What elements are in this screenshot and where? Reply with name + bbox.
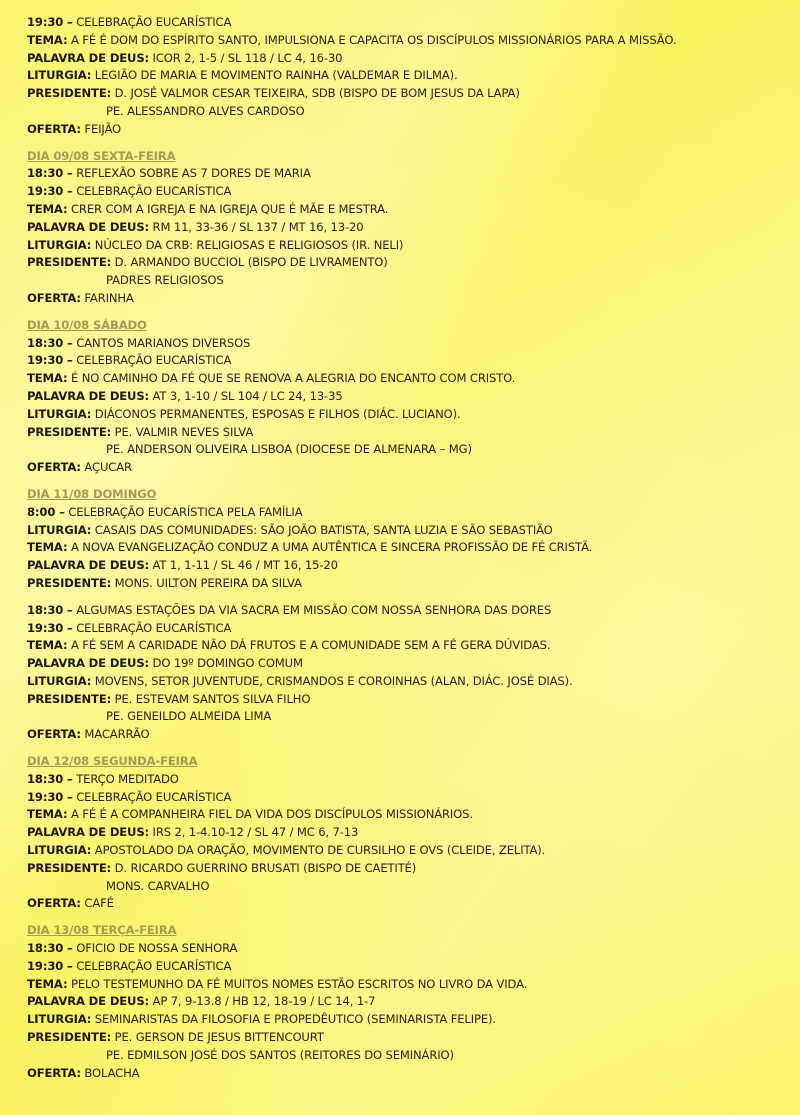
line-text: É NO CAMINHO DA FÉ QUE SE RENOVA A ALEGRIA DO ENCANTO COM CRISTO. (67, 371, 516, 386)
schedule-line (27, 201, 797, 219)
schedule-line (27, 575, 797, 593)
line-text: PE. ALESSANDRO ALVES CARDOSO (106, 103, 305, 118)
schedule-document (27, 14, 797, 1082)
schedule-line (27, 940, 797, 958)
line-label: OFERTA: (27, 121, 81, 136)
schedule-line (27, 165, 797, 183)
line-text: BOLACHA (80, 1065, 140, 1080)
line-label: TEMA: (27, 976, 68, 991)
line-label: OFERTA: (27, 727, 81, 742)
schedule-line (27, 976, 797, 994)
line-text: D. RICARDO GUERRINO BRUSATI (BISPO DE CAETITÉ) (111, 860, 417, 875)
schedule-line (27, 958, 797, 976)
schedule-line (27, 824, 797, 842)
line-text: AT 3, 1-10 / SL 104 / LC 24, 13-35 (149, 388, 343, 403)
line-text: DO 19º DOMINGO COMUM (149, 656, 303, 671)
line-label: LITURGIA: (27, 1012, 92, 1027)
line-label: PRESIDENTE: (27, 691, 112, 706)
block-spacer (27, 593, 797, 602)
schedule-block (27, 753, 797, 913)
line-label: LITURGIA: (27, 522, 92, 537)
line-text: PE. VALMIR NEVES SILVA (111, 424, 254, 439)
schedule-line (27, 1011, 797, 1029)
line-label: 18:30 – (27, 166, 73, 181)
schedule-line (27, 895, 797, 913)
schedule-line (27, 85, 797, 103)
day-heading: DIA 13/08 TERÇA-FEIRA (27, 923, 177, 938)
line-label: LITURGIA: (27, 843, 92, 858)
line-text: PADRES RELIGIOSOS (106, 273, 224, 288)
line-label: LITURGIA: (27, 68, 92, 83)
line-text: FARINHA (80, 290, 134, 305)
line-text: CELEBRAÇÃO EUCARÍSTICA (72, 958, 232, 973)
schedule-line (27, 67, 797, 85)
schedule-line (27, 860, 797, 878)
line-text: PELO TESTEMUNHO DA FÉ MUITOS NOMES ESTÃO ESCRITOS NO LIVRO DA VIDA. (67, 976, 528, 991)
line-text: APOSTOLADO DA ORAÇÃO, MOVIMENTO DE CURSILHO E OVS (CLEIDE, ZELITA). (91, 843, 546, 858)
line-text: MACARRÃO (80, 727, 150, 742)
line-text: CRER COM A IGREJA E NA IGREJA QUE É MÃE E MESTRA. (67, 201, 389, 216)
schedule-block (27, 593, 797, 744)
line-text: PE. EDMILSON JOSÉ DOS SANTOS (REITORES DO SEMINÁRIO) (106, 1047, 454, 1062)
schedule-line-continued (27, 1047, 797, 1065)
day-heading: DIA 11/08 DOMINGO (27, 486, 157, 501)
line-text: PE. ESTEVAM SANTOS SILVA FILHO (111, 691, 311, 706)
line-text: A FÉ É A COMPANHEIRA FIEL DA VIDA DOS DISCÍPULOS MISSIONÁRIOS. (67, 807, 473, 822)
schedule-block (27, 922, 797, 1082)
schedule-line (27, 655, 797, 673)
schedule-line (27, 352, 797, 370)
schedule-line (27, 771, 797, 789)
schedule-line (27, 254, 797, 272)
schedule-line (27, 806, 797, 824)
line-label: LITURGIA: (27, 406, 92, 421)
day-heading: DIA 10/08 SÁBADO (27, 317, 147, 332)
line-label: PRESIDENTE: (27, 86, 112, 101)
schedule-line (27, 539, 797, 557)
line-label: PALAVRA DE DEUS: (27, 388, 150, 403)
line-label: PRESIDENTE: (27, 575, 112, 590)
schedule-line (27, 121, 797, 139)
schedule-line (27, 726, 797, 744)
line-label: TEMA: (27, 371, 68, 386)
schedule-line (27, 459, 797, 477)
schedule-line (27, 424, 797, 442)
line-label: 19:30 – (27, 184, 73, 199)
day-heading: DIA 12/08 SEGUNDA-FEIRA (27, 754, 198, 769)
schedule-line (27, 370, 797, 388)
line-text: SEMINARISTAS DA FILOSOFIA E PROPEDÊUTICO (SEMINARISTA FELIPE). (91, 1012, 496, 1027)
line-label: 18:30 – (27, 771, 73, 786)
line-label: OFERTA: (27, 896, 81, 911)
line-label: PALAVRA DE DEUS: (27, 558, 150, 573)
line-text: A FÉ É DOM DO ESPÍRITO SANTO, IMPULSIONA E CAPACITA OS DISCÍPULOS MISSIONÁRIOS PARA A MISSÃO. (67, 32, 677, 47)
line-text: MONS. UILTON PEREIRA DA SILVA (111, 575, 302, 590)
line-text: PE. GERSON DE JESUS BITTENCOURT (111, 1030, 324, 1045)
schedule-line-continued (27, 878, 797, 896)
line-label: LITURGIA: (27, 673, 92, 688)
line-label: 8:00 – (27, 504, 65, 519)
line-text: CELEBRAÇÃO EUCARÍSTICA (72, 353, 232, 368)
schedule-line (27, 673, 797, 691)
line-label: PRESIDENTE: (27, 1030, 112, 1045)
day-heading: DIA 09/08 SEXTA-FEIRA (27, 148, 176, 163)
line-text: PE. GENEILDO ALMEIDA LIMA (106, 709, 272, 724)
line-label: 18:30 – (27, 335, 73, 350)
line-text: FEIJÃO (80, 121, 122, 136)
line-text: AÇUCAR (80, 460, 132, 475)
line-text: IRS 2, 1-4.10-12 / SL 47 / MC 6, 7-13 (149, 825, 359, 840)
line-label: 18:30 – (27, 602, 73, 617)
line-label: PRESIDENTE: (27, 424, 112, 439)
line-text: TERÇO MEDITADO (72, 771, 179, 786)
schedule-line (27, 993, 797, 1011)
schedule-line (27, 50, 797, 68)
schedule-line (27, 1029, 797, 1047)
line-label: TEMA: (27, 638, 68, 653)
line-label: 19:30 – (27, 620, 73, 635)
schedule-line-continued (27, 441, 797, 459)
schedule-line-continued (27, 708, 797, 726)
line-text: LEGIÃO DE MARIA E MOVIMENTO RAINHA (VALDEMAR E DILMA). (91, 68, 458, 83)
line-label: LITURGIA: (27, 237, 92, 252)
line-text: MOVENS, SETOR JUVENTUDE, CRISMANDOS E COROINHAS (ALAN, DIÁC. JOSÉ DIAS). (91, 673, 573, 688)
line-label: 19:30 – (27, 353, 73, 368)
schedule-line (27, 789, 797, 807)
line-label: PALAVRA DE DEUS: (27, 219, 150, 234)
line-text: A NOVA EVANGELIZAÇÃO CONDUZ A UMA AUTÊNTICA E SINCERA PROFISSÃO DE FÉ CRISTÃ. (67, 540, 593, 555)
schedule-line (27, 504, 797, 522)
schedule-line (27, 557, 797, 575)
schedule-line (27, 219, 797, 237)
line-label: OFERTA: (27, 290, 81, 305)
schedule-line (27, 183, 797, 201)
line-label: 19:30 – (27, 958, 73, 973)
schedule-line-continued (27, 272, 797, 290)
line-label: TEMA: (27, 32, 68, 47)
line-text: REFLEXÃO SOBRE AS 7 DORES DE MARIA (72, 166, 311, 181)
line-text: A FÉ SEM A CARIDADE NÃO DÁ FRUTOS E A COMUNIDADE SEM A FÉ GERA DÚVIDAS. (67, 638, 551, 653)
line-text: RM 11, 33-36 / SL 137 / MT 16, 13-20 (149, 219, 364, 234)
line-text: OFICIO DE NOSSA SENHORA (72, 941, 238, 956)
line-text: CELEBRAÇÃO EUCARÍSTICA (72, 789, 232, 804)
schedule-block (27, 148, 797, 308)
schedule-line-continued (27, 103, 797, 121)
line-text: ICOR 2, 1-5 / SL 118 / LC 4, 16-30 (149, 50, 343, 65)
schedule-line (27, 14, 797, 32)
schedule-line (27, 335, 797, 353)
line-text: CELEBRAÇÃO EUCARÍSTICA (72, 620, 232, 635)
schedule-block (27, 14, 797, 139)
line-text: D. JOSÉ VALMOR CESAR TEIXEIRA, SDB (BISPO DE BOM JESUS DA LAPA) (111, 86, 520, 101)
schedule-line (27, 602, 797, 620)
line-label: PALAVRA DE DEUS: (27, 656, 150, 671)
schedule-line (27, 388, 797, 406)
line-text: AT 1, 1-11 / SL 46 / MT 16, 15-20 (149, 558, 338, 573)
schedule-line (27, 1065, 797, 1083)
schedule-block (27, 317, 797, 477)
schedule-block (27, 486, 797, 593)
line-text: CELEBRAÇÃO EUCARÍSTICA PELA FAMÍLIA (64, 504, 303, 519)
line-text: CELEBRAÇÃO EUCARÍSTICA (72, 15, 232, 29)
line-label: TEMA: (27, 201, 68, 216)
line-label: OFERTA: (27, 460, 81, 475)
schedule-line (27, 237, 797, 255)
line-text: MONS. CARVALHO (106, 878, 210, 893)
schedule-line (27, 637, 797, 655)
line-text: D. ARMANDO BUCCIOL (BISPO DE LIVRAMENTO) (111, 255, 388, 270)
line-label: PALAVRA DE DEUS: (27, 825, 150, 840)
line-text: PE. ANDERSON OLIVEIRA LISBOA (DIOCESE DE ALMENARA – MG) (106, 442, 472, 457)
line-label: 19:30 – (27, 15, 73, 29)
line-label: 19:30 – (27, 789, 73, 804)
line-label: PALAVRA DE DEUS: (27, 50, 150, 65)
line-text: CASAIS DAS COMUNIDADES: SÃO JOÃO BATISTA, SANTA LUZIA E SÃO SEBASTIÃO (91, 522, 553, 537)
line-text: ALGUMAS ESTAÇÕES DA VIA SACRA EM MISSÃO COM NOSSA SENHORA DAS DORES (72, 602, 552, 617)
line-text: DIÁCONOS PERMANENTES, ESPOSAS E FILHOS (DIÁC. LUCIANO). (91, 406, 461, 421)
line-text: CANTOS MARIANOS DIVERSOS (72, 335, 251, 350)
line-text: AP 7, 9-13.8 / HB 12, 18-19 / LC 14, 1-7 (149, 994, 376, 1009)
schedule-line (27, 842, 797, 860)
line-text: CELEBRAÇÃO EUCARÍSTICA (72, 184, 232, 199)
line-text: NÚCLEO DA CRB: RELIGIOSAS E RELIGIOSOS (IR. NELI) (91, 237, 404, 252)
schedule-line (27, 290, 797, 308)
line-label: TEMA: (27, 807, 68, 822)
schedule-line (27, 691, 797, 709)
line-label: OFERTA: (27, 1065, 81, 1080)
line-text: CAFÉ (80, 896, 114, 911)
schedule-line (27, 522, 797, 540)
line-label: PALAVRA DE DEUS: (27, 994, 150, 1009)
line-label: PRESIDENTE: (27, 860, 112, 875)
schedule-line (27, 406, 797, 424)
line-label: TEMA: (27, 540, 68, 555)
schedule-line (27, 32, 797, 50)
line-label: 18:30 – (27, 941, 73, 956)
line-label: PRESIDENTE: (27, 255, 112, 270)
schedule-line (27, 620, 797, 638)
